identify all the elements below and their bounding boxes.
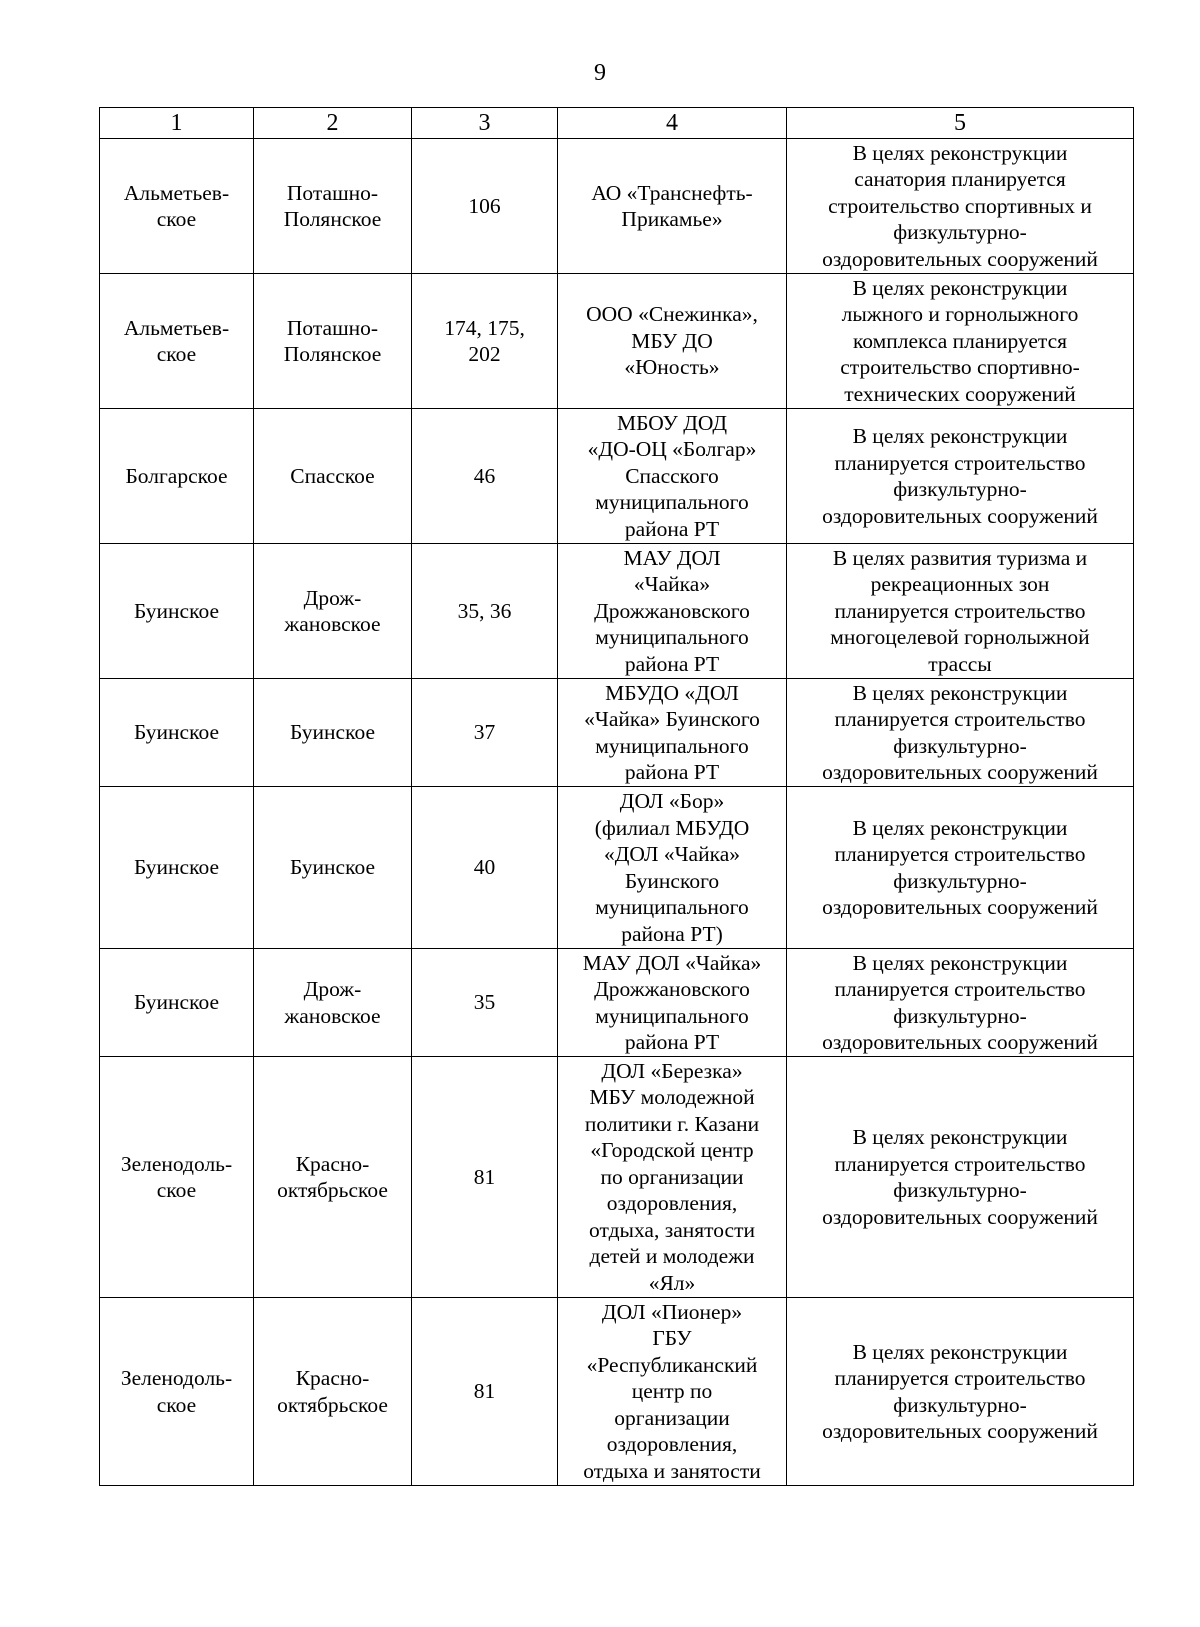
number-cell: 174, 175, 202 <box>412 274 558 409</box>
purpose-cell: В целях реконструкции планируется строительство физкультурно- оздоровительных сооружений <box>787 409 1134 544</box>
table-header-row <box>100 108 1134 139</box>
table-row <box>100 409 1134 544</box>
settlement-cell: Дрож- жановское <box>254 949 412 1057</box>
district-cell: Зеленодоль- ское <box>100 1057 254 1298</box>
number-cell: 46 <box>412 409 558 544</box>
column-header-2: 2 <box>254 108 412 139</box>
column-header-3: 3 <box>412 108 558 139</box>
purpose-cell: В целях развития туризма и рекреационных зон планируется строительство многоцелевой горнолыжной трассы <box>787 544 1134 679</box>
number-cell: 35, 36 <box>412 544 558 679</box>
purpose-cell: В целях реконструкции планируется строительство физкультурно- оздоровительных сооружений <box>787 679 1134 787</box>
settlement-cell: Буинское <box>254 679 412 787</box>
purpose-cell: В целях реконструкции санатория планируется строительство спортивных и физкультурно- оздоровительных сооружений <box>787 139 1134 274</box>
number-cell: 81 <box>412 1057 558 1298</box>
number-cell: 37 <box>412 679 558 787</box>
facilities-table <box>99 107 1134 1486</box>
column-header-5: 5 <box>787 108 1134 139</box>
organization-cell: ДОЛ «Пионер» ГБУ «Республиканский центр по организации оздоровления, отдыха и занятости <box>558 1298 787 1486</box>
settlement-cell: Поташно- Полянское <box>254 139 412 274</box>
column-header-4: 4 <box>558 108 787 139</box>
district-cell: Буинское <box>100 787 254 949</box>
settlement-cell: Буинское <box>254 787 412 949</box>
district-cell: Альметьев- ское <box>100 139 254 274</box>
settlement-cell: Спасское <box>254 409 412 544</box>
table-row <box>100 544 1134 679</box>
organization-cell: ДОЛ «Бор» (филиал МБУДО «ДОЛ «Чайка» Буинского муниципального района РТ) <box>558 787 787 949</box>
table-row <box>100 787 1134 949</box>
settlement-cell: Красно- октябрьское <box>254 1298 412 1486</box>
purpose-cell: В целях реконструкции планируется строительство физкультурно- оздоровительных сооружений <box>787 787 1134 949</box>
purpose-cell: В целях реконструкции планируется строительство физкультурно- оздоровительных сооружений <box>787 1298 1134 1486</box>
district-cell: Буинское <box>100 679 254 787</box>
organization-cell: МБУДО «ДОЛ «Чайка» Буинского муниципального района РТ <box>558 679 787 787</box>
number-cell: 35 <box>412 949 558 1057</box>
settlement-cell: Красно- октябрьское <box>254 1057 412 1298</box>
settlement-cell: Дрож- жановское <box>254 544 412 679</box>
column-header-1: 1 <box>100 108 254 139</box>
table-row <box>100 679 1134 787</box>
table-row <box>100 949 1134 1057</box>
organization-cell: ДОЛ «Березка» МБУ молодежной политики г. Казани «Городской центр по организации оздоровления, отдыха, занятости детей и молодежи «Ял» <box>558 1057 787 1298</box>
organization-cell: МАУ ДОЛ «Чайка» Дрожжановского муниципального района РТ <box>558 949 787 1057</box>
number-cell: 40 <box>412 787 558 949</box>
organization-cell: АО «Транснефть- Прикамье» <box>558 139 787 274</box>
organization-cell: МБОУ ДОД «ДО-ОЦ «Болгар» Спасского муниципального района РТ <box>558 409 787 544</box>
settlement-cell: Поташно- Полянское <box>254 274 412 409</box>
organization-cell: ООО «Снежинка», МБУ ДО «Юность» <box>558 274 787 409</box>
organization-cell: МАУ ДОЛ «Чайка» Дрожжановского муниципального района РТ <box>558 544 787 679</box>
district-cell: Буинское <box>100 949 254 1057</box>
table-row <box>100 1298 1134 1486</box>
district-cell: Болгарское <box>100 409 254 544</box>
district-cell: Зеленодоль- ское <box>100 1298 254 1486</box>
district-cell: Альметьев- ское <box>100 274 254 409</box>
purpose-cell: В целях реконструкции планируется строительство физкультурно- оздоровительных сооружений <box>787 949 1134 1057</box>
table-row <box>100 274 1134 409</box>
table-row <box>100 1057 1134 1298</box>
district-cell: Буинское <box>100 544 254 679</box>
page-number: 9 <box>594 60 606 86</box>
purpose-cell: В целях реконструкции планируется строительство физкультурно- оздоровительных сооружений <box>787 1057 1134 1298</box>
number-cell: 106 <box>412 139 558 274</box>
table-row <box>100 139 1134 274</box>
number-cell: 81 <box>412 1298 558 1486</box>
purpose-cell: В целях реконструкции лыжного и горнолыжного комплекса планируется строительство спортивно- технических сооружений <box>787 274 1134 409</box>
